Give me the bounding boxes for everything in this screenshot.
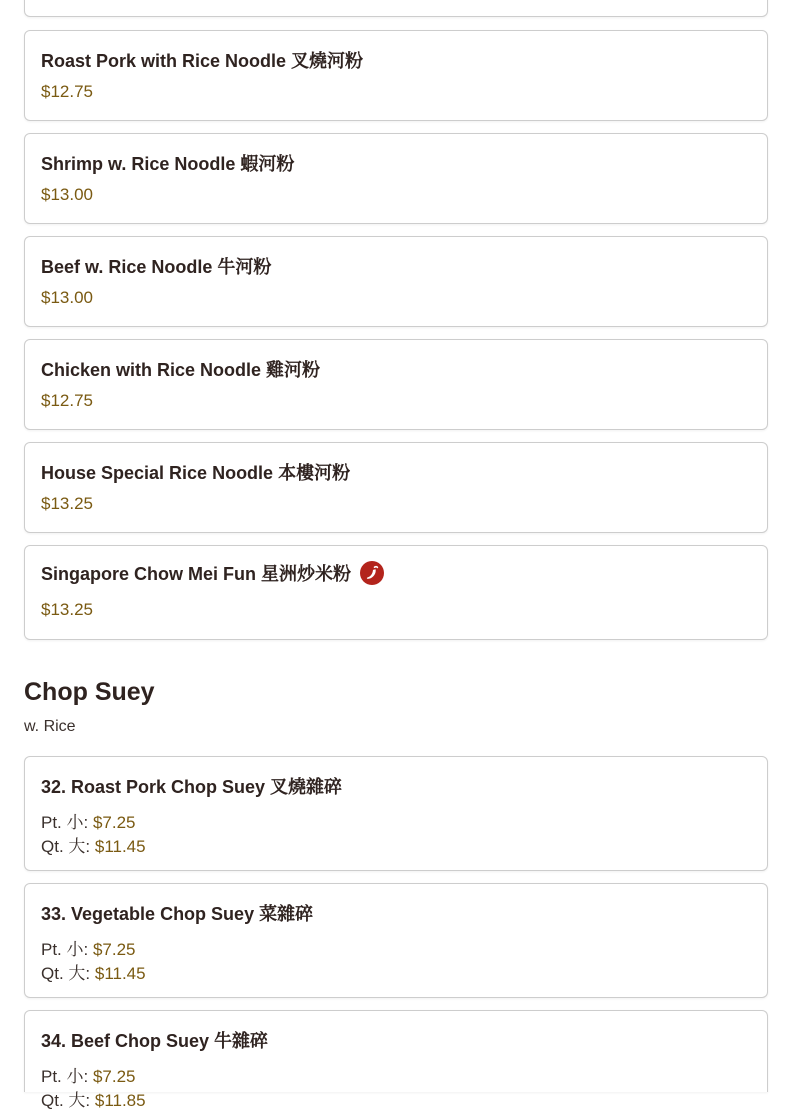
size-price: $7.25 [92, 1067, 136, 1086]
menu-item-name: Singapore Chow Mei Fun 星洲炒米粉 [41, 564, 351, 584]
menu-item-name: 32. Roast Pork Chop Suey 叉燒雜碎 [41, 777, 343, 797]
size-price: $7.25 [92, 813, 136, 832]
size-price: $7.25 [92, 940, 136, 959]
menu-item-name-row [41, 560, 384, 586]
menu-item-card[interactable] [24, 1010, 768, 1110]
menu-item-name: Chicken with Rice Noodle 雞河粉 [41, 360, 321, 380]
size-price: $11.85 [94, 1091, 146, 1110]
size-label: Pt. 小: [41, 813, 89, 832]
size-label: Qt. 大: [41, 964, 91, 983]
menu-item-price: $13.00 [41, 288, 93, 307]
menu-item-card[interactable] [24, 545, 768, 640]
menu-item-price: $12.75 [41, 82, 93, 101]
menu-item-price: $12.75 [41, 391, 93, 410]
menu-item-name: House Special Rice Noodle 本樓河粉 [41, 463, 351, 483]
menu-item-card-partial[interactable] [24, 0, 768, 17]
size-price: $11.45 [94, 837, 146, 856]
menu-item-name: 33. Vegetable Chop Suey 菜雜碎 [41, 904, 314, 924]
menu-item-price: $13.25 [41, 494, 93, 513]
size-label: Qt. 大: [41, 1091, 91, 1110]
size-price: $11.45 [94, 964, 146, 983]
menu-item-name: 34. Beef Chop Suey 牛雜碎 [41, 1031, 269, 1051]
menu-item-card[interactable] [24, 442, 768, 533]
menu-item-price: $13.25 [41, 600, 93, 619]
menu-item-name: Shrimp w. Rice Noodle 蝦河粉 [41, 154, 295, 174]
menu-item-price: $13.00 [41, 185, 93, 204]
menu-item-card[interactable] [24, 133, 768, 224]
size-option-pint [41, 1062, 136, 1087]
size-label: Pt. 小: [41, 1067, 89, 1086]
size-label: Pt. 小: [41, 940, 89, 959]
menu-item-card[interactable] [24, 883, 768, 998]
size-option-quart [41, 959, 146, 984]
menu-item-card[interactable] [24, 756, 768, 871]
section-description: w. Rice [24, 718, 76, 735]
size-option-pint [41, 808, 136, 833]
section-title: Chop Suey [24, 678, 155, 706]
size-option-quart [41, 1086, 146, 1111]
size-option-pint [41, 935, 136, 960]
menu-item-name: Roast Pork with Rice Noodle 叉燒河粉 [41, 51, 364, 71]
menu-item-card[interactable] [24, 339, 768, 430]
spicy-pepper-icon [360, 561, 384, 585]
menu-item-card[interactable] [24, 236, 768, 327]
size-option-quart [41, 832, 146, 857]
size-label: Qt. 大: [41, 837, 91, 856]
menu-item-card[interactable] [24, 30, 768, 121]
menu-item-name: Beef w. Rice Noodle 牛河粉 [41, 257, 272, 277]
